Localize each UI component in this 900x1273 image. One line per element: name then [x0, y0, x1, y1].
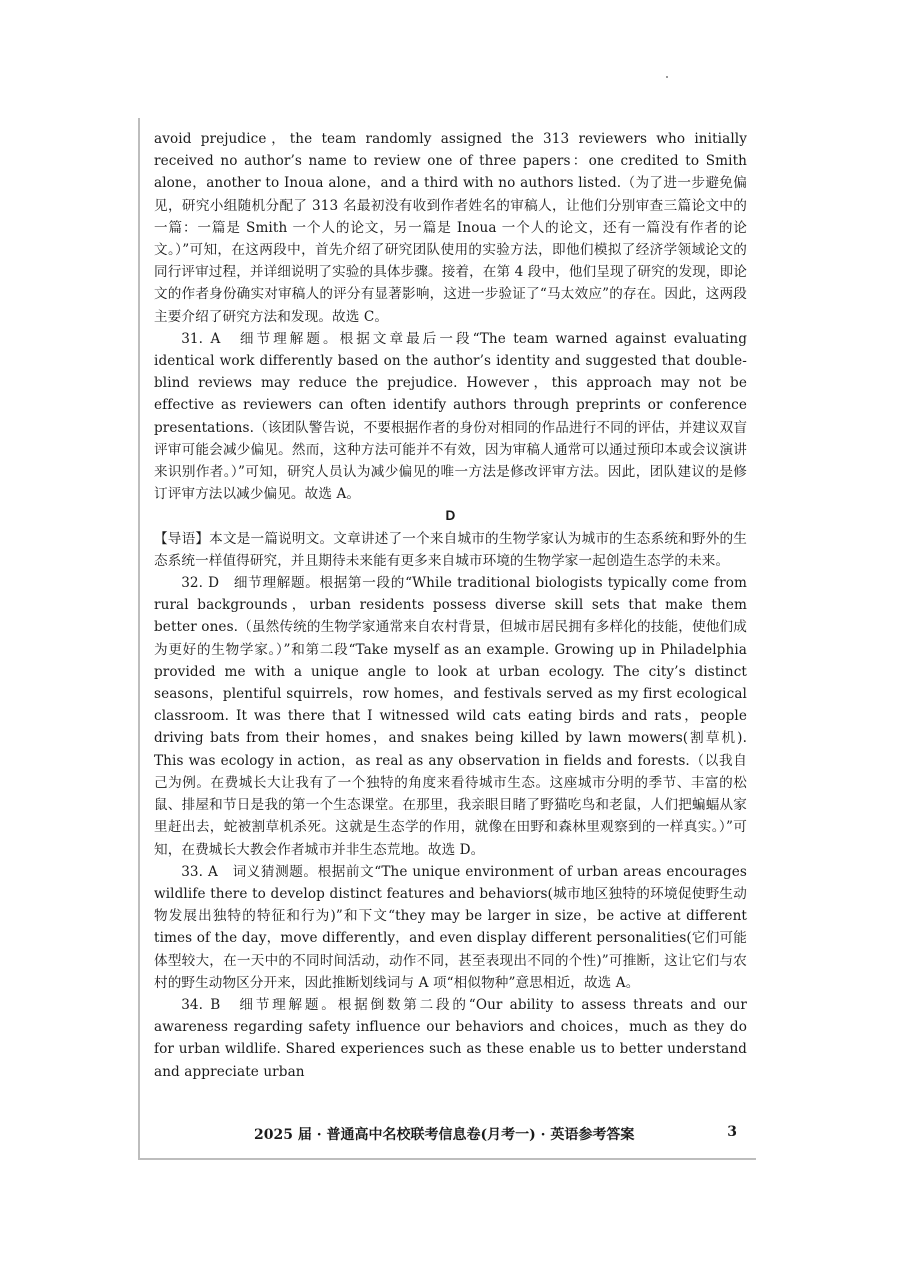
- answer-content: [154, 128, 747, 1083]
- scan-speck: [666, 76, 668, 78]
- paragraph-30-continued: avoid prejudice，the team randomly assigned the 313 reviewers who initially received no author’s name to review one of three papers：one credited to Smith alone，another to Inoua alone，and a third with no authors listed.（为了进一步避免偏见，研究小组随机分配了 313 名最初没有收到作者姓名的审稿人，让他们分别审查三篇论文中的一篇：一篇是 Smith 一个人的论文，另一篇是 Inoua 一个人的论文，还有一篇没有作者的论文。）”可知，在这两段中，首先介绍了研究团队使用的实验方法，即他们模拟了经济学领域论文的同行评审过程，并详细说明了实验的具体步骤。接着，在第 4 段中，他们呈现了研究的发现，即论文的作者身份确实对审稿人的评分有显著影响，这进一步验证了“马太效应”的存在。因此，这两段主要介绍了研究方法和发现。故选 C。: [154, 131, 747, 325]
- paragraph-answer-31: 31. A 细节理解题。根据文章最后一段“The team warned against evaluating identical work differently based on the author’s identity and suggested that double-blind reviews may reduce the prejudice. However，this approach may not be effective as reviewers can often identify authors through preprints or conference presentations.（该团队警告说，不要根据作者的身份对相同的作品进行不同的评估，并建议双盲评审可能会减少偏见。然而，这种方法可能并不有效，因为审稿人通常可以通过预印本或会议演讲来识别作者。）”可知，研究人员认为减少偏见的唯一方法是修改评审方法。因此，团队建议的是修订评审方法以减少偏见。故选 A。: [154, 330, 748, 503]
- page-number: 3: [727, 1124, 737, 1140]
- section-heading-d: D: [445, 508, 456, 524]
- paragraph-answer-33: 33. A 词义猜测题。根据前文“The unique environment of urban areas encourages wildlife there to develop distinct features and behaviors(城市地区独特的环境促使野生动物发展出独特的特征和行为)”和下文“they may be larger in size，be active at different times of the day，move differently，and even display different personalities(它们可能体型较大，在一天中的不同时间活动，动作不同，甚至表现出不同的个性)”可推断，这让它们与农村的野生动物区分开来，因此推断划线词与 A 项“相似物种”意思相近，故选 A。: [154, 863, 747, 991]
- paragraph-intro-d: 【导语】本文是一篇说明文。文章讲述了一个来自城市的生物学家认为城市的生态系统和野外的生态系统一样值得研究，并且期待未来能有更多来自城市环境的生物学家一起创造生态学的未来。: [154, 530, 747, 569]
- footer-title: 2025 届 · 普通高中名校联考信息卷(月考一) · 英语参考答案: [254, 1127, 635, 1143]
- paragraph-answer-34: 34. B 细节理解题。根据倒数第二段的“Our ability to assess threats and our awareness regarding safety influence our behaviors and choices，much as they do for urban wildlife. Shared experiences such as these enable us to better understand and appreciate urban: [154, 996, 747, 1080]
- paragraph-answer-32: 32. D 细节理解题。根据第一段的“While traditional biologists typically come from rural backgrounds，urban residents possess diverse skill sets that make them better ones.（虽然传统的生物学家通常来自农村背景，但城市居民拥有多样化的技能，使他们成为更好的生物学家。）”和第二段“Take myself as an example. Growing up in Philadelphia provided me with a unique angle to look at urban ecology. The city’s distinct seasons，plentiful squirrels，row homes，and festivals served as my first ecological classroom. It was there that I witnessed wild cats eating birds and rats，people driving bats from their homes，and snakes being killed by lawn mowers(割草机). This was ecology in action，as real as any observation in fields and forests.（以我自己为例。在费城长大让我有了一个独特的角度来看待城市生态。这座城市分明的季节、丰富的松鼠、排屋和节日是我的第一个生态课堂。在那里，我亲眼目睹了野猫吃鸟和老鼠，人们把蝙蝠从家里赶出去，蛇被割草机杀死。这就是生态学的作用，就像在田野和森林里观察到的一样真实。）”可知，在费城长大教会作者城市并非生态荒地。故选 D。: [154, 575, 747, 858]
